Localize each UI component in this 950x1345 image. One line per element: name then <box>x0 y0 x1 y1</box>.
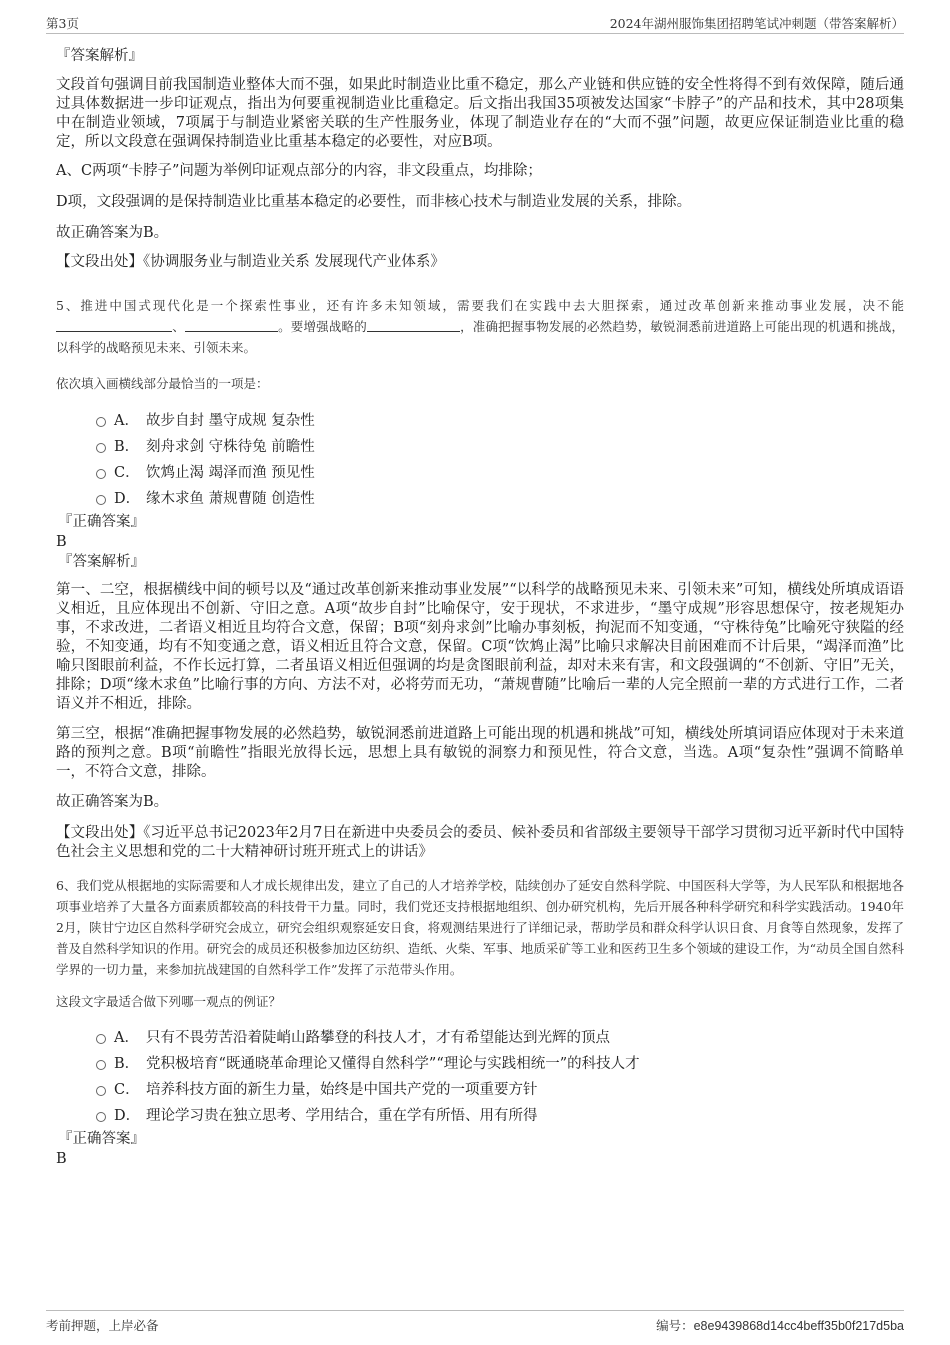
q6-options <box>56 1025 904 1129</box>
q5-stem-sep: 、 <box>172 319 185 334</box>
q6-option-b[interactable]: B． 党积极培育“既通晓革命理论又懂得自然科学”“理论与实践相统一”的科技人才 <box>56 1051 904 1077</box>
radio-icon[interactable] <box>96 495 106 505</box>
q5-analysis-p1: 第一、二空，根据横线中间的顿号以及“通过改革创新来推动事业发展”“以科学的战略预见未来、引领未来”可知，横线处所填成语语义相近，且应体现出不创新、守旧之意。A项“故步自封”比喻保守，安于现状，不求进步，“墨守成规”形容思想保守，按老规矩办事，不求改进，二者语义相近且均符合文意，保留；B项“刻舟求剑”比喻办事刻板，拘泥而不知变通，“守株待兔”比喻死守狭隘的经验，不知变通，均有不知变通之意，语义相近且符合文意，保留。C项“饮鸩止渴”比喻只求解决目前困难而不计后果，“竭泽而渔”比喻只图眼前利益，不作长远打算，二者虽语义相近但强调的均是贪图眼前利益，却对未来有害，和文段强调的“不创新、守旧”无关，排除；D项“缘木求鱼”比喻行事的方向、方法不对，必将劳而无功，“萧规曹随”比喻后一辈的人完全照前一辈的方式进行工作，二者语义并不相近，排除。 <box>56 582 904 712</box>
q5-option-a[interactable]: A． 故步自封 墨守成规 复杂性 <box>56 408 904 434</box>
document-code: 编号：e8e9439868d14cc4beff35b0f217d5ba <box>656 1319 904 1333</box>
q5-analysis-p2: 第三空，根据“准确把握事物发展的必然趋势，敏锐洞悉前进道路上可能出现的机遇和挑战”可知，横线处所填词语应体现对于未来道路的预判之意。B项“前瞻性”指眼光放得长远，思想上具有敏锐的洞察力和预见性，符合文意，当选。A项“复杂性”强调不简略单一，不符合文意，排除。 <box>56 726 904 780</box>
page-number: 第3页 <box>46 16 79 31</box>
q5-analysis-label: 『答案解析』 <box>58 554 145 570</box>
q6-stem: 6、我们党从根据地的实际需要和人才成长规律出发，建立了自己的人才培养学校，陆续创办了延安自然科学院、中国医科大学等，为人民军队和根据地各项事业培养了大量各方面素质都较高的科技骨干力量。同时，我们党还支持根据地组织、创办研究机构，先后开展各种科学研究和科学实践活动。1940年2月，陕甘宁边区自然科学研究会成立，研究会组织观察延安日食，将观测结果进行了详细记录，帮助学员和群众科学认识日食、月食等自然现象，发挥了普及自然科学知识的作用。研究会的成员还积极参加边区纺织、造纸、火柴、军事、地质采矿等工业和医药卫生多个领域的建设工作，为“动员全国自然科学界的一切力量，来参加抗战建国的自然科学工作”发挥了示范带头作用。 <box>56 878 904 977</box>
q5-stem-part2: 。要增强战略的 <box>277 319 367 334</box>
radio-icon[interactable] <box>96 1086 106 1096</box>
q6-option-c[interactable]: C． 培养科技方面的新生力量，始终是中国共产党的一项重要方针 <box>56 1077 904 1103</box>
radio-icon[interactable] <box>96 1034 106 1044</box>
page-header <box>46 11 904 34</box>
q5-blank-3 <box>367 319 460 332</box>
q5-stem <box>56 295 904 358</box>
q4-analysis-label: 『答案解析』 <box>56 48 143 64</box>
q4-analysis-p3: D项，文段强调的是保持制造业比重基本稳定的必要性，而非核心技术与制造业发展的关系，排除。 <box>56 194 692 210</box>
q4-analysis-p1: 文段首句强调目前我国制造业整体大而不强，如果此时制造业比重不稳定，那么产业链和供应链的安全性将得不到有效保障，随后通过具体数据进一步印证观点，指出为何要重视制造业比重稳定。后文指出我国35项被发达国家“卡脖子”的产品和技术，其中28项集中在制造业领域，7项属于与制造业紧密关联的生产性服务业，体现了制造业存在的“大而不强”问题，故更应保证制造业比重的稳定，所以文段意在强调保持制造业比重基本稳定的必要性，对应B项。 <box>56 77 904 150</box>
q6-answer: B <box>56 1151 67 1167</box>
q5-blank-1 <box>56 319 172 332</box>
q4-analysis-p2: A、C两项“卡脖子”问题为举例印证观点部分的内容，非文段重点，均排除； <box>56 163 542 179</box>
radio-icon[interactable] <box>96 1112 106 1122</box>
q6-option-d[interactable]: D． 理论学习贵在独立思考、学用结合，重在学有所悟、用有所得 <box>56 1103 904 1129</box>
q6-prompt: 这段文字最适合做下列哪一观点的例证？ <box>56 994 282 1009</box>
q5-option-d[interactable]: D． 缘木求鱼 萧规曹随 创造性 <box>56 486 904 512</box>
q5-options <box>56 408 904 512</box>
q5-option-b[interactable]: B． 刻舟求剑 守株待兔 前瞻性 <box>56 434 904 460</box>
radio-icon[interactable] <box>96 469 106 479</box>
q5-analysis-p3: 故正确答案为B。 <box>56 794 169 810</box>
q5-prompt: 依次填入画横线部分最恰当的一项是： <box>56 376 269 391</box>
q5-option-c[interactable]: C． 饮鸩止渴 竭泽而渔 预见性 <box>56 460 904 486</box>
document-title: 2024年湖州服饰集团招聘笔试冲刺题（带答案解析） <box>609 16 904 31</box>
q5-stem-part3: ，准确把握事物发展的必然趋势，敏锐洞悉前进道路上可能出现的机遇和挑战，以科学的战略预见未来、引领未来。 <box>56 319 904 355</box>
page-content <box>56 46 904 1169</box>
q4-analysis-p4: 故正确答案为B。 <box>56 225 169 241</box>
q5-answer: B <box>56 534 67 550</box>
radio-icon[interactable] <box>96 1060 106 1070</box>
q5-stem-part1: 5、推进中国式现代化是一个探索性事业，还有许多未知领域，需要我们在实践中去大胆探索，通过改革创新来推动事业发展，决不能 <box>56 298 904 313</box>
q4-source: 【文段出处】《协调服务业与制造业关系 发展现代产业体系》 <box>56 254 445 270</box>
radio-icon[interactable] <box>96 417 106 427</box>
footer-slogan: 考前押题，上岸必备 <box>46 1318 159 1333</box>
q5-blank-2 <box>185 319 278 332</box>
q6-answer-label: 『正确答案』 <box>58 1131 145 1147</box>
q5-answer-label: 『正确答案』 <box>58 514 145 530</box>
page-footer <box>46 1310 904 1335</box>
q5-source: 【文段出处】《习近平总书记2023年2月7日在新进中央委员会的委员、候补委员和省部级主要领导干部学习贯彻习近平新时代中国特色社会主义思想和党的二十大精神研讨班开班式上的讲话》 <box>56 825 904 860</box>
q6-option-a[interactable]: A． 只有不畏劳苦沿着陡峭山路攀登的科技人才，才有希望能达到光辉的顶点 <box>56 1025 904 1051</box>
radio-icon[interactable] <box>96 443 106 453</box>
